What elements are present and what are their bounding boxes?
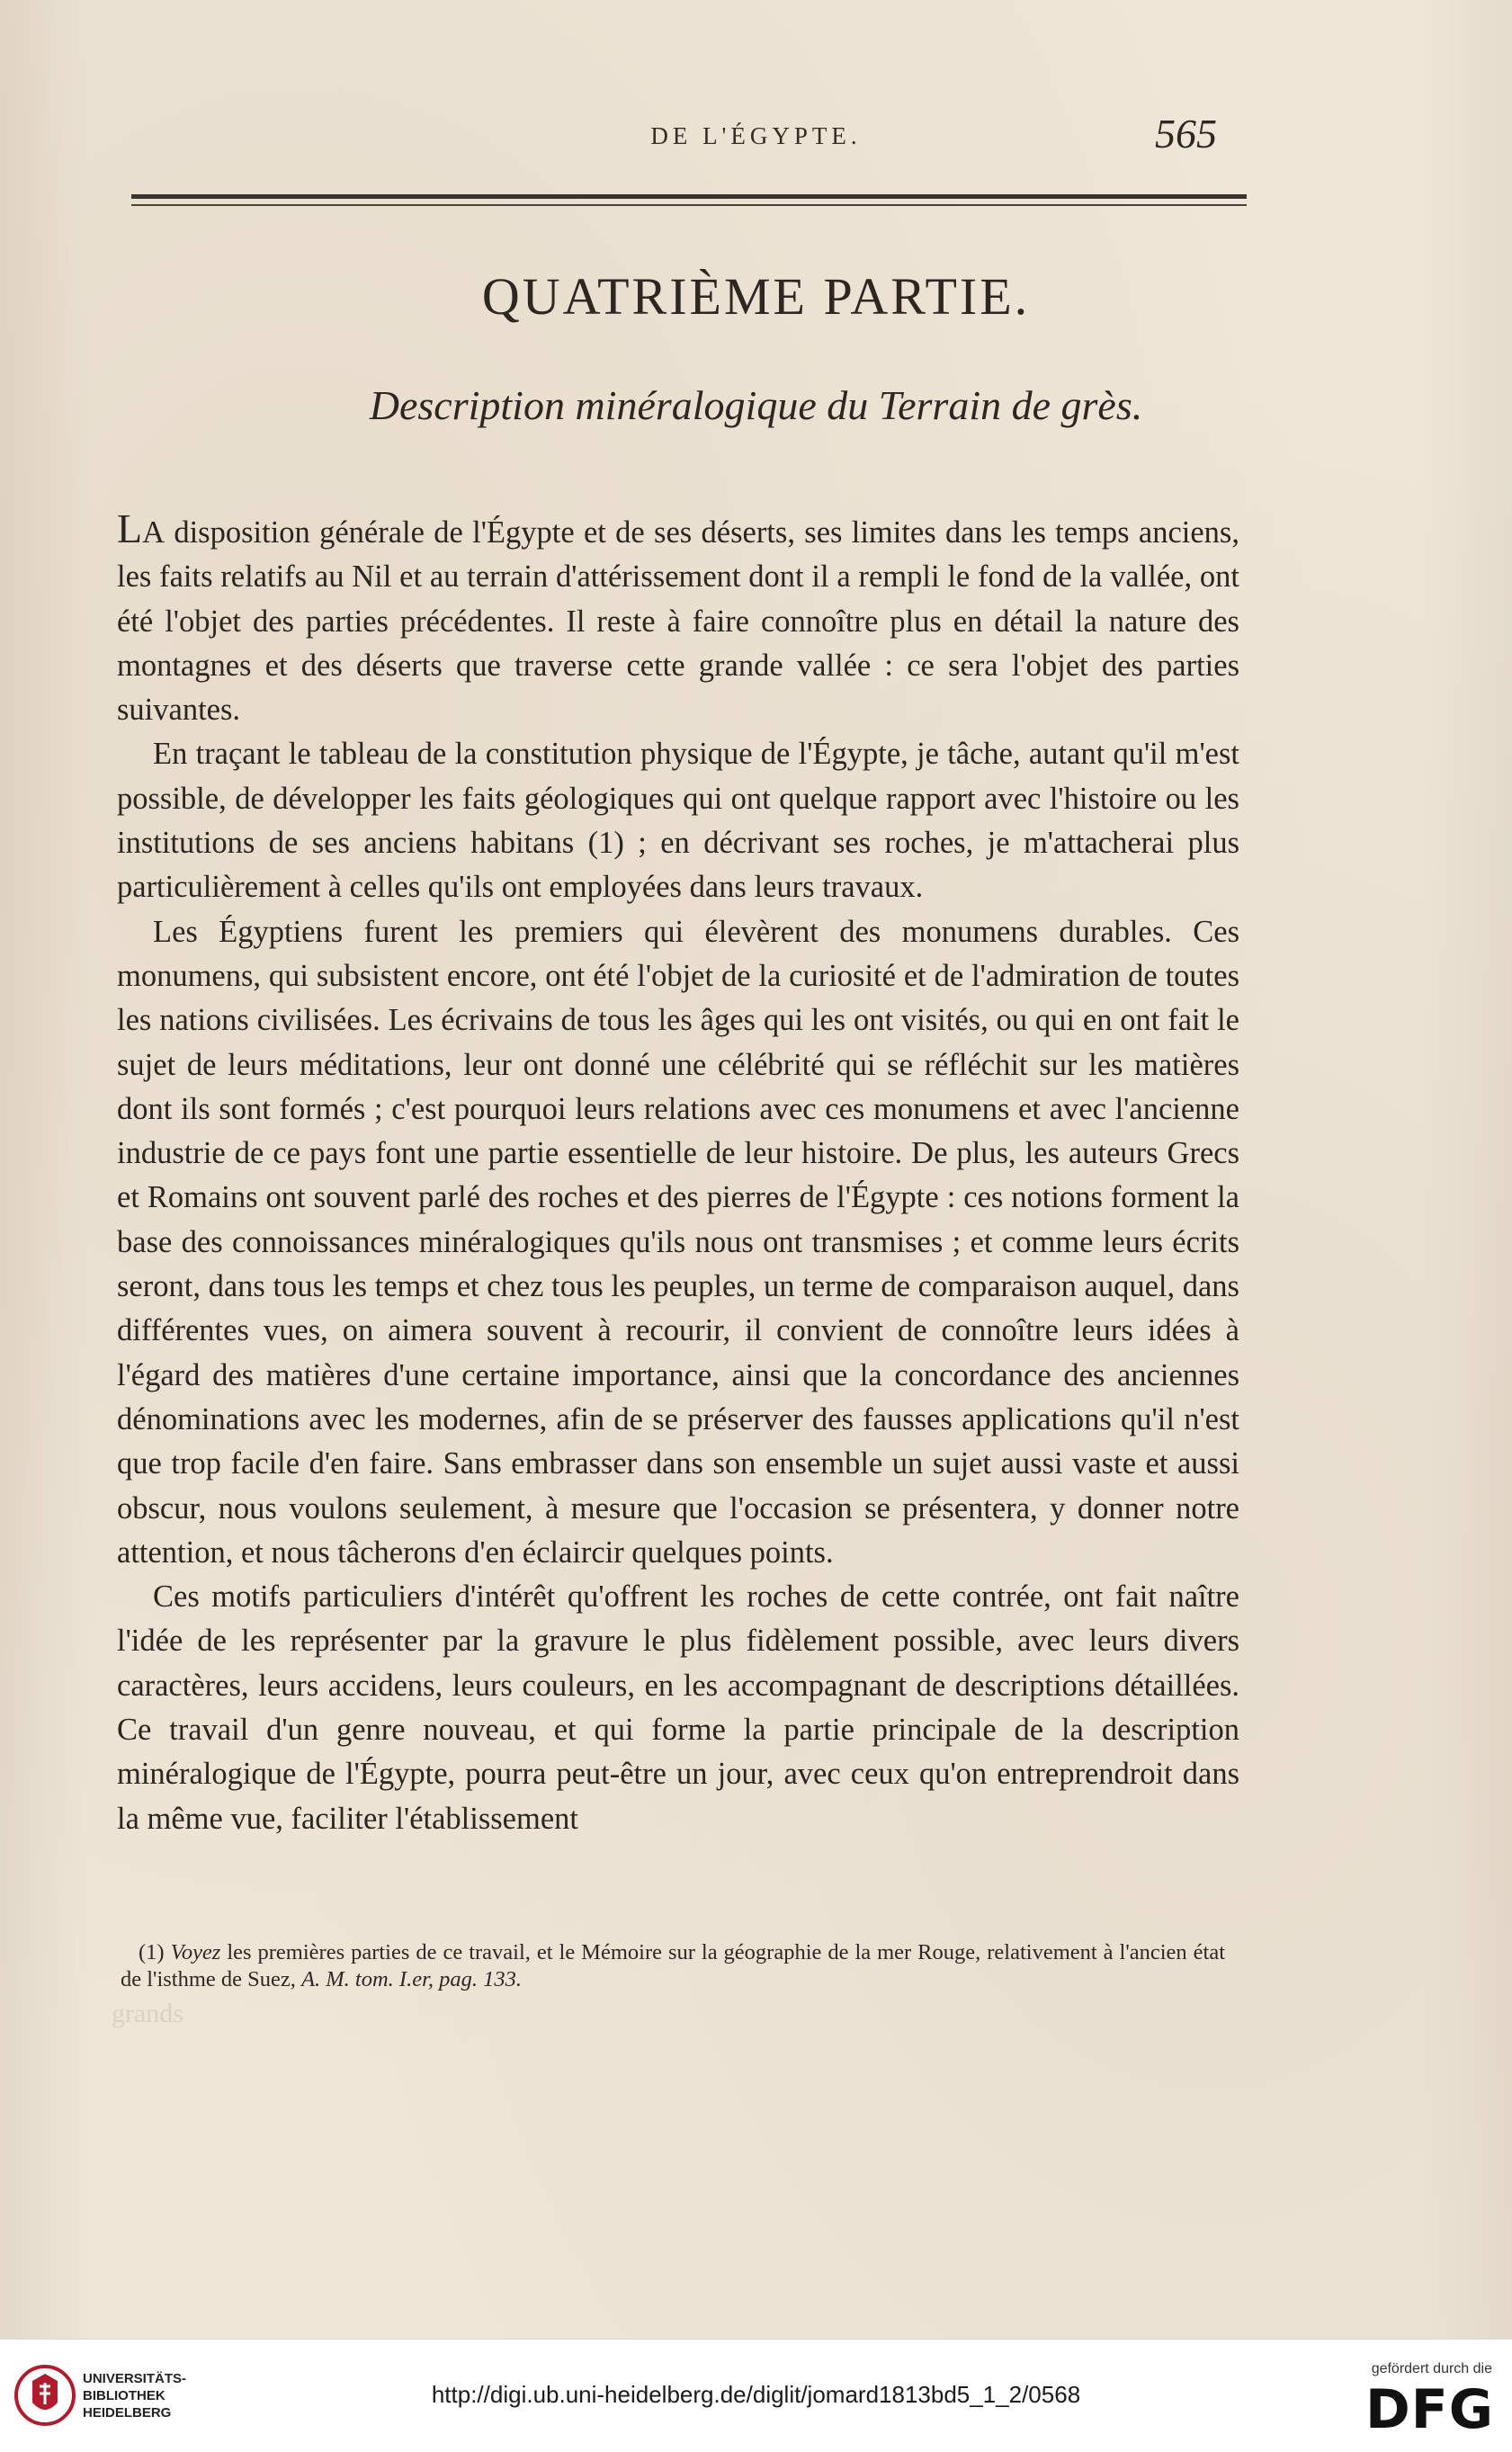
paragraph-1 (117, 506, 1239, 732)
funded-by-label: gefördert durch die (1371, 2361, 1492, 2376)
body-text (117, 506, 1239, 1841)
library-name-line-3: HEIDELBERG (83, 2405, 172, 2421)
footnote-voyez: Voyez (170, 1940, 221, 1964)
footnote (121, 1939, 1225, 1993)
section-title: QUATRIÈME PARTIE. (481, 267, 1031, 326)
bleed-through-text: grands (112, 1999, 183, 2028)
page-number: 565 (1155, 111, 1217, 157)
dfg-logo: DFG (1364, 2378, 1494, 2441)
header-rule-thick (131, 194, 1247, 199)
running-head: DE L'ÉGYPTE. (650, 122, 862, 149)
section-subtitle: Description minéralogique du Terrain de grès. (369, 382, 1143, 428)
library-name-line-1: UNIVERSITÄTS- (83, 2371, 187, 2386)
header-rule-thin (131, 204, 1247, 206)
drop-cap: L (117, 506, 143, 551)
paragraph-3: Les Égyptiens furent les premiers qui élevèrent des monumens durables. Ces monumens, qui subsistent encore, ont été l'objet de la curiosité et de l'admiration de toutes les nations civilisées. Les écrivains de tous les âges qui les ont visités, ou qui en ont fait le sujet de leurs méditations, leur ont donné une célébrité qui se réfléchit sur les matières dont ils sont formés ; c'est pourquoi leurs relations avec ces monumens et avec l'ancienne industrie de ce pays font une partie essentielle de leur histoire. De plus, les auteurs Grecs et Romains ont souvent parlé des roches et des pierres de l'Égypte : ces notions forment la base des connoissances minéralogiques qu'ils nous ont transmises ; et comme leurs écrits seront, dans tous les temps et chez tous les peuples, un terme de comparaison auquel, dans différentes vues, on aimera souvent à recourir, il convient de connoître leurs idées à l'égard des matières d'une certaine importance, ainsi que la concordance des anciennes dénominations avec les modernes, afin de se préserver des fausses applications qu'il n'est que trop facile d'en faire. Sans embrasser dans son ensemble un sujet aussi vaste et aussi obscur, nous voulons seulement, à mesure que l'occasion se présentera, y donner notre attention, et nous tâcherons d'en éclaircir quelques points. (117, 914, 1239, 1570)
footnote-marker: (1) (139, 1940, 165, 1964)
footnote-text: les premières parties de ce travail, et le Mémoire sur la géographie de la mer Rouge, relativement à l'ancien état de l'isthme de Suez, (121, 1940, 1225, 1991)
permalink-url[interactable]: http://digi.ub.uni-heidelberg.de/diglit/jomard1813bd5_1_2/0568 (431, 2381, 1081, 2408)
paragraph-1-text: disposition générale de l'Égypte et de ses déserts, ses limites dans les temps anciens, les faits relatifs au Nil et au terrain d'attérissement dont il a rempli le fond de la vallée, ont été l'objet des parties précédentes. Il reste à faire connoître plus en détail la nature des montagnes et des déserts que traverse cette grande vallée : ce sera l'objet des parties suivantes. (117, 515, 1239, 728)
drop-cap-smallcaps: A (142, 515, 166, 550)
paragraph-2: En traçant le tableau de la constitution physique de l'Égypte, je tâche, autant qu'il m'est possible, de développer les faits géologiques qui ont quelque rapport avec l'histoire ou les institutions de ses anciens habitans (1) ; en décrivant ses roches, je m'attacherai plus particulièrement à celles qu'ils ont employées dans leurs travaux. (117, 737, 1239, 905)
footnote-reference: A. M. tom. I.er, pag. 133. (301, 1967, 523, 1991)
viewer-footer (0, 2339, 1512, 2452)
paragraph-4: Ces motifs particuliers d'intérêt qu'offrent les roches de cette contrée, ont fait naître l'idée de les représenter par la gravure le plus fidèlement possible, avec leurs divers caractères, leurs accidens, leurs couleurs, en les accompagnant de descriptions détaillées. Ce travail d'un genre nouveau, et qui forme la partie principale de la description minéralogique de l'Égypte, pourra peut-être un jour, avec ceux qu'on entreprendroit dans la même vue, faciliter l'établissement (117, 1579, 1239, 1836)
library-name-line-2: BIBLIOTHEK (83, 2388, 166, 2403)
